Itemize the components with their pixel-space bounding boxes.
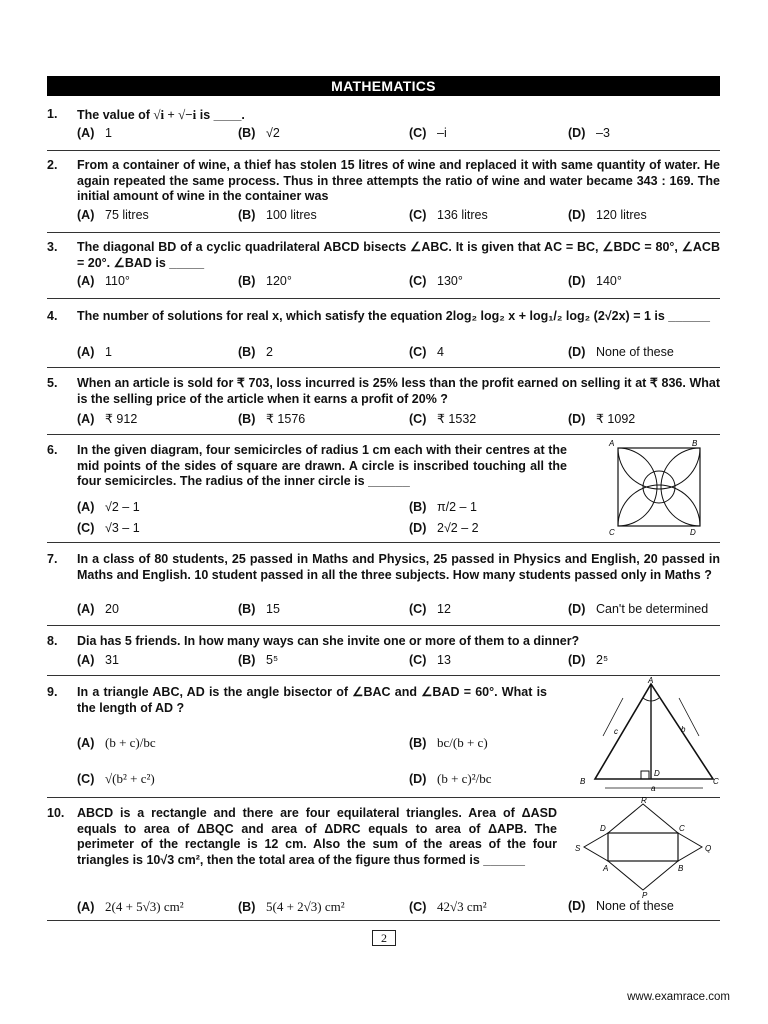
option-c[interactable] <box>409 653 451 667</box>
question-number: 10. <box>47 806 65 820</box>
square-shape <box>618 448 700 526</box>
option-c[interactable] <box>409 126 447 140</box>
question-text <box>77 107 720 124</box>
vertex-label-b: B <box>678 864 684 873</box>
question-number: 8. <box>47 634 58 648</box>
option-text: (b + c)²/bc <box>437 771 492 786</box>
option-a[interactable] <box>77 653 119 667</box>
option-text: 120 litres <box>596 208 647 222</box>
option-text: None of these <box>596 899 674 913</box>
options-row <box>77 521 517 537</box>
question-text: In the given diagram, four semicircles of radius 1 cm each with their centres at the mid points of the sides of square are drawn. A circle is inscribed touching all the four semicircles. The radius of the inner circle is ______ <box>77 443 567 488</box>
option-text: π/2 – 1 <box>437 500 477 514</box>
option-d[interactable] <box>409 521 479 535</box>
option-c[interactable] <box>409 208 488 222</box>
option-d[interactable] <box>409 771 492 787</box>
question-number: 2. <box>47 158 58 172</box>
options-row <box>77 500 517 516</box>
option-label: (D) <box>568 274 586 288</box>
option-label: (C) <box>409 345 427 359</box>
option-label: (D) <box>568 412 586 426</box>
options-row <box>77 735 517 751</box>
right-angle-mark <box>641 771 649 779</box>
vertex-label-d: D <box>600 824 606 833</box>
question-number: 4. <box>47 309 58 323</box>
option-b[interactable] <box>238 274 292 288</box>
option-label: (B) <box>238 345 256 359</box>
option-label: (A) <box>77 126 95 140</box>
triangle-bqc <box>678 833 702 861</box>
semicircles-diagram <box>604 437 710 537</box>
question-text: From a container of wine, a thief has stolen 15 litres of wine and replaced it with same quantity of water. He again repeated the same process. Thus in three attempts the ratio of wine and water became 343 : 169. The initial amount of wine in the container was <box>77 158 720 203</box>
vertex-label-d: D <box>654 769 660 778</box>
option-text: 2√2 – 2 <box>437 521 479 535</box>
question-text-part: The value of <box>77 108 150 122</box>
option-text: √2 <box>266 126 280 140</box>
option-text: 140° <box>596 274 622 288</box>
option-text: 1 <box>105 345 112 359</box>
option-label: (C) <box>409 412 427 426</box>
question-number: 7. <box>47 552 58 566</box>
question-text: Dia has 5 friends. In how many ways can she invite one or more of them to a dinner? <box>77 634 580 648</box>
option-text: 2 <box>266 345 273 359</box>
semicircle-left <box>618 448 657 526</box>
vertex-label-c: C <box>713 777 719 786</box>
option-b[interactable] <box>238 899 345 915</box>
option-a[interactable] <box>77 126 112 140</box>
option-a[interactable] <box>77 411 137 426</box>
semicircle-bottom <box>618 485 700 526</box>
vertex-label-q: Q <box>705 844 712 853</box>
rectangle-triangles-diagram <box>572 796 720 900</box>
options-row <box>77 411 720 427</box>
option-text: 5⁵ <box>266 653 279 667</box>
vertex-label-c: C <box>679 824 685 833</box>
page-number: 2 <box>372 930 396 946</box>
option-label: (B) <box>238 412 256 426</box>
divider <box>47 150 720 151</box>
triangle-asd <box>584 833 608 861</box>
option-c[interactable] <box>77 521 140 535</box>
option-a[interactable] <box>77 274 130 288</box>
option-text: 15 <box>266 602 280 616</box>
option-c[interactable] <box>409 411 476 426</box>
question-8 <box>47 634 720 667</box>
option-text: √2 – 1 <box>105 500 140 514</box>
inner-circle <box>643 471 675 503</box>
vertex-label-a: A <box>609 439 615 448</box>
option-b[interactable] <box>409 500 477 514</box>
option-text: bc/(b + c) <box>437 735 488 750</box>
divider <box>47 920 720 921</box>
option-b[interactable] <box>238 126 280 140</box>
option-text: 5(4 + 2√3) cm² <box>266 899 345 914</box>
option-c[interactable] <box>409 602 451 616</box>
question-text-part: is ____. <box>199 108 245 122</box>
semicircle-top <box>618 448 700 489</box>
options-row <box>77 602 720 618</box>
section-header: MATHEMATICS <box>47 76 720 96</box>
option-label: (A) <box>77 900 95 914</box>
question-text: ABCD is a rectangle and there are four equilateral triangles. Area of ΔASD equals to area of ΔBQC and area of ΔDRC equals to area of ΔAPB. The perimeter of the rectangle is 12 cm. Also the sum of the areas of the four triangles is 10√3 cm², then the total area of the figure thus formed is ______ <box>77 806 557 867</box>
question-number: 5. <box>47 376 58 390</box>
option-c[interactable] <box>77 771 155 787</box>
vertex-label-p: P <box>642 891 648 900</box>
option-a[interactable] <box>77 899 184 915</box>
option-text: √3 – 1 <box>105 521 140 535</box>
option-label: (D) <box>409 772 427 786</box>
option-label: (C) <box>409 126 427 140</box>
option-d[interactable] <box>568 411 635 426</box>
option-label: (B) <box>238 653 256 667</box>
option-label: (B) <box>238 602 256 616</box>
option-label: (C) <box>77 772 95 786</box>
footer-website[interactable]: www.examrace.com <box>627 991 730 1003</box>
divider <box>47 434 720 435</box>
option-a[interactable] <box>77 735 156 751</box>
options-row <box>77 274 720 290</box>
option-a[interactable] <box>77 208 149 222</box>
triangle-shape <box>595 684 713 779</box>
option-label: (B) <box>238 126 256 140</box>
options-row <box>77 771 517 787</box>
option-c[interactable] <box>409 345 444 359</box>
option-text: 4 <box>437 345 444 359</box>
option-label: (A) <box>77 500 95 514</box>
option-label: (C) <box>77 521 95 535</box>
math-expression: √i + √−i <box>153 107 197 122</box>
option-text: –i <box>437 126 447 140</box>
option-d[interactable] <box>568 653 608 667</box>
option-text: 130° <box>437 274 463 288</box>
option-label: (B) <box>238 208 256 222</box>
question-7 <box>47 552 720 616</box>
vertex-label-s: S <box>575 844 581 853</box>
question-text: In a triangle ABC, AD is the angle bisector of ∠BAC and ∠BAD = 60°. What is the length of AD ? <box>77 685 547 715</box>
option-label: (B) <box>409 736 427 750</box>
option-label: (A) <box>77 208 95 222</box>
option-label: (A) <box>77 602 95 616</box>
option-text: 2(4 + 5√3) cm² <box>105 899 184 914</box>
option-b[interactable] <box>238 411 305 426</box>
question-text: When an article is sold for ₹ 703, loss incurred is 25% less than the profit earned on selling it at ₹ 836. What is the selling price of the article when it earns a profit of 20% ? <box>77 376 720 406</box>
option-text: 12 <box>437 602 451 616</box>
option-a[interactable] <box>77 345 112 359</box>
vertex-label-r: R <box>641 796 647 805</box>
option-text: 110° <box>105 274 130 288</box>
option-b[interactable] <box>409 735 488 751</box>
option-d[interactable] <box>568 602 708 616</box>
option-c[interactable] <box>409 274 463 288</box>
divider <box>47 298 720 299</box>
option-text: ₹ 912 <box>105 412 138 426</box>
option-label: (B) <box>409 500 427 514</box>
question-number: 6. <box>47 443 58 457</box>
options-row <box>77 653 720 669</box>
question-4 <box>47 309 720 359</box>
question-2 <box>47 158 720 222</box>
question-text: In a class of 80 students, 25 passed in Maths and Physics, 25 passed in Physics and English, 20 passed in Maths and English. 10 student passed in all the three subjects. How many students passed only in Maths ? <box>77 552 720 582</box>
option-label: (A) <box>77 412 95 426</box>
divider <box>47 367 720 368</box>
side-label-b: b <box>681 725 686 734</box>
option-text: 2⁵ <box>596 653 609 667</box>
option-label: (D) <box>568 653 586 667</box>
option-label: (C) <box>409 900 427 914</box>
option-label: (D) <box>568 208 586 222</box>
option-b[interactable] <box>238 653 278 667</box>
option-label: (D) <box>568 126 586 140</box>
option-text: 42√3 cm² <box>437 899 487 914</box>
option-d[interactable] <box>568 126 610 140</box>
option-label: (D) <box>568 899 586 913</box>
rectangle-abcd <box>608 833 678 861</box>
option-label: (A) <box>77 653 95 667</box>
options-row <box>77 126 720 142</box>
option-a[interactable] <box>77 500 140 514</box>
option-text: 136 litres <box>437 208 488 222</box>
option-text: ₹ 1092 <box>596 412 636 426</box>
divider <box>47 542 720 543</box>
option-text: ₹ 1576 <box>266 412 306 426</box>
question-number: 9. <box>47 685 58 699</box>
divider <box>47 232 720 233</box>
option-text: ₹ 1532 <box>437 412 477 426</box>
triangle-diagram <box>575 676 723 796</box>
option-text: √(b² + c²) <box>105 771 155 786</box>
side-label-c: c <box>614 727 618 736</box>
option-text: 13 <box>437 653 451 667</box>
options-row <box>77 345 720 361</box>
option-text: –3 <box>596 126 610 140</box>
option-c[interactable] <box>409 899 487 915</box>
divider <box>47 625 720 626</box>
question-1 <box>47 107 720 140</box>
option-d[interactable] <box>568 208 647 222</box>
vertex-label-b: B <box>580 777 586 786</box>
option-label: (D) <box>568 602 586 616</box>
option-text: 31 <box>105 653 119 667</box>
option-text: Can't be determined <box>596 602 709 616</box>
vertex-label-d: D <box>690 528 696 537</box>
option-b[interactable] <box>238 345 273 359</box>
question-number: 1. <box>47 107 58 121</box>
option-d[interactable] <box>568 345 674 359</box>
option-text: (b + c)/bc <box>105 735 156 750</box>
option-d[interactable] <box>568 899 674 913</box>
option-label: (A) <box>77 345 95 359</box>
option-a[interactable] <box>77 602 119 616</box>
triangle-drc <box>608 804 678 833</box>
option-label: (C) <box>409 653 427 667</box>
option-text: 20 <box>105 602 119 616</box>
option-label: (B) <box>238 900 256 914</box>
options-row <box>77 208 720 224</box>
triangle-apb <box>608 861 678 890</box>
question-text: The diagonal BD of a cyclic quadrilateral ABCD bisects ∠ABC. It is given that AC = BC, ∠BDC = 80°, ∠ACB = 20°. ∠BAD is _____ <box>77 240 720 270</box>
option-label: (A) <box>77 736 95 750</box>
vertex-label-b: B <box>692 439 698 448</box>
option-text: 75 litres <box>105 208 149 222</box>
option-text: 120° <box>266 274 292 288</box>
option-label: (C) <box>409 602 427 616</box>
semicircle-right <box>661 448 700 526</box>
vertex-label-a: A <box>603 864 609 873</box>
option-label: (B) <box>238 274 256 288</box>
option-text: 100 litres <box>266 208 317 222</box>
question-number: 3. <box>47 240 58 254</box>
question-5 <box>47 376 720 426</box>
option-label: (D) <box>568 345 586 359</box>
option-label: (C) <box>409 274 427 288</box>
option-label: (A) <box>77 274 95 288</box>
side-label-a: a <box>651 784 656 793</box>
option-b[interactable] <box>238 208 317 222</box>
option-text: 1 <box>105 126 112 140</box>
vertex-label-c: C <box>609 528 615 537</box>
option-text: None of these <box>596 345 674 359</box>
question-3 <box>47 240 720 288</box>
option-label: (D) <box>409 521 427 535</box>
option-d[interactable] <box>568 274 622 288</box>
option-b[interactable] <box>238 602 280 616</box>
option-label: (C) <box>409 208 427 222</box>
vertex-label-a: A <box>648 676 654 685</box>
options-row <box>77 899 720 915</box>
question-text: The number of solutions for real x, which satisfy the equation 2log₂ log₂ x + log₁/₂ log₂ (2√2x) = 1 is ______ <box>77 309 710 323</box>
